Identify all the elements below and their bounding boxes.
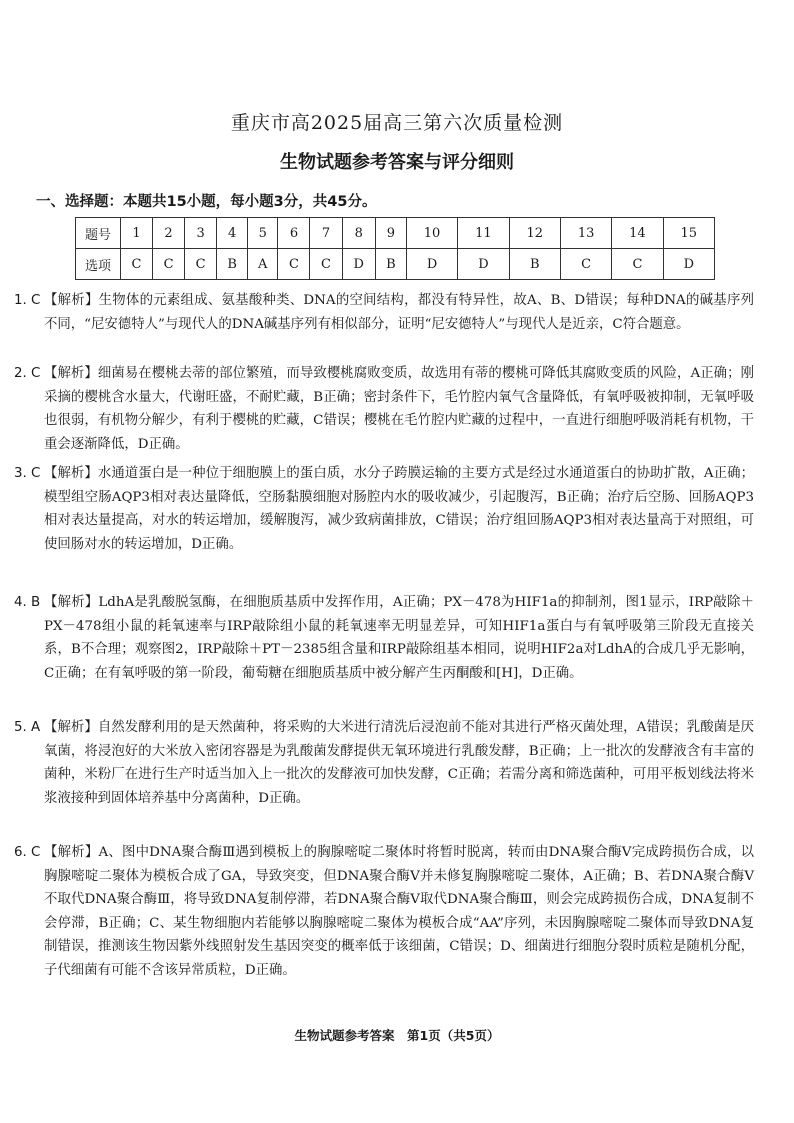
table-cell: C: [121, 249, 153, 280]
question-number: 3. C: [14, 466, 41, 481]
table-cell: 6: [278, 218, 310, 249]
explanation-text: 【解析】细菌易在樱桃去蒂的部位繁殖，而导致樱桃腐败变质，故选用有蒂的樱桃可降低其腐败变质的风险，A正确；刚采摘的樱桃含水量大，代谢旺盛，不耐贮藏，B正确；密封条件下，毛竹腔内氧气含量降低，有氧呼吸被抑制，无氧呼吸也很弱，有机物分解少，有利于樱桃的贮藏，C错误；樱桃在毛竹腔内贮藏的过程中，一直进行细胞呼吸消耗有机物，干重会逐渐降低，D正确。: [44, 366, 754, 452]
table-cell: C: [560, 249, 611, 280]
table-cell: 10: [406, 218, 457, 249]
table-cell: B: [217, 249, 248, 280]
question-explanation-1: [14, 289, 754, 336]
table-cell: 7: [310, 218, 342, 249]
table-cell: 12: [509, 218, 560, 249]
table-cell: B: [375, 249, 406, 280]
question-explanation-2: [14, 362, 754, 456]
table-cell: D: [663, 249, 714, 280]
page-footer: 生物试题参考答案 第1页（共5页）: [294, 1028, 500, 1043]
table-cell: 14: [612, 218, 663, 249]
explanation-text: 【解析】A、图中DNA聚合酶Ⅲ遇到模板上的胸腺嘧啶二聚体时将暂时脱离，转而由DNA聚合酶Ⅴ完成跨损伤合成，以胸腺嘧啶二聚体为模板合成了GA，导致突变，但DNA聚合酶Ⅴ并未修复胸腺嘧啶二聚体，A正确；B、若DNA聚合酶Ⅴ不取代DNA聚合酶Ⅲ，将导致DNA复制停滞，若DNA聚合酶Ⅴ取代DNA聚合酶Ⅲ，则会完成跨损伤合成，DNA复制不会停滞，B正确；C、某生物细胞内若能够以胸腺嘧啶二聚体为模板合成“AA”序列，未因胸腺嘧啶二聚体而导致DNA复制错误，推测该生物因紫外线照射发生基因突变的概率低于该细菌，C错误；D、细菌进行细胞分裂时质粒是随机分配，子代细菌有可能不含该异常质粒，D正确。: [44, 845, 754, 978]
answer-table-row-numbers: [76, 218, 715, 249]
question-number: 1. C: [14, 293, 41, 308]
table-cell: 1: [121, 218, 153, 249]
table-cell: C: [185, 249, 217, 280]
table-cell: 15: [663, 218, 714, 249]
table-cell: C: [612, 249, 663, 280]
row-label-option: 选项: [76, 249, 121, 280]
table-cell: D: [342, 249, 375, 280]
table-cell: 8: [342, 218, 375, 249]
explanation-text: 【解析】LdhA是乳酸脱氢酶，在细胞质基质中发挥作用，A正确；PX－478为HIF1a的抑制剂，图1显示，IRP敲除＋PX－478组小鼠的耗氧速率与IRP敲除组小鼠的耗氧速率无明显差异，可知HIF1a蛋白与有氧呼吸第三阶段无直接关系，B不合理；观察图2，IRP敲除＋PT－2385组含量和IRP敲除组基本相同，说明HIF2a对LdhA的合成几乎无影响，C正确；在有氧呼吸的第一阶段，葡萄糖在细胞质基质中被分解产生丙酮酸和[H]，D正确。: [44, 595, 754, 681]
answer-table-row-options: [76, 249, 715, 280]
table-cell: D: [406, 249, 457, 280]
question-number: 2. C: [14, 366, 41, 381]
question-explanation-6: [14, 841, 754, 982]
table-cell: B: [509, 249, 560, 280]
section-heading: 一、选择题：本题共15小题，每小题3分，共45分。: [36, 194, 377, 210]
question-explanation-4: [14, 591, 754, 685]
question-explanation-5: [14, 716, 754, 810]
page-title: 重庆市高2025届高三第六次质量检测: [230, 112, 564, 134]
question-number: 5. A: [14, 720, 41, 735]
table-cell: 3: [185, 218, 217, 249]
question-number: 4. B: [14, 595, 41, 610]
page-subtitle: 生物试题参考答案与评分细则: [280, 152, 514, 173]
question-number: 6. C: [14, 845, 41, 860]
table-cell: 2: [153, 218, 185, 249]
table-cell: 11: [458, 218, 509, 249]
explanation-text: 【解析】生物体的元素组成、氨基酸种类、DNA的空间结构，都没有特异性，故A、B、D错误；每种DNA的碱基序列不同，“尼安德特人”与现代人的DNA碱基序列有相似部分，证明“尼安德特人”与现代人是近亲，C符合题意。: [44, 293, 754, 332]
explanation-text: 【解析】自然发酵利用的是天然菌种，将采购的大米进行清洗后浸泡前不能对其进行严格灭菌处理，A错误；乳酸菌是厌氧菌，将浸泡好的大米放入密闭容器是为乳酸菌发酵提供无氧环境进行乳酸发酵，B正确；上一批次的发酵液含有丰富的菌种，米粉厂在进行生产时适当加入上一批次的发酵液可加快发酵，C正确；若需分离和筛选菌种，可用平板划线法将米浆液接种到固体培养基中分离菌种，D正确。: [44, 720, 754, 806]
table-cell: A: [248, 249, 278, 280]
table-cell: C: [310, 249, 342, 280]
table-cell: 13: [560, 218, 611, 249]
table-cell: 9: [375, 218, 406, 249]
table-cell: C: [278, 249, 310, 280]
table-cell: C: [153, 249, 185, 280]
row-label-question-number: 题号: [76, 218, 121, 249]
question-explanation-3: [14, 462, 754, 556]
explanation-text: 【解析】水通道蛋白是一种位于细胞膜上的蛋白质，水分子跨膜运输的主要方式是经过水通道蛋白的协助扩散，A正确；模型组空肠AQP3相对表达量降低，空肠黏膜细胞对肠腔内水的吸收减少，引起腹泻，B正确；治疗后空肠、回肠AQP3相对表达量提高，对水的转运增加，缓解腹泻，减少致病菌排放，C错误；治疗组回肠AQP3相对表达量高于对照组，可使回肠对水的转运增加，D正确。: [44, 466, 754, 552]
table-cell: 5: [248, 218, 278, 249]
answer-table: [75, 217, 715, 280]
table-cell: 4: [217, 218, 248, 249]
table-cell: D: [458, 249, 509, 280]
